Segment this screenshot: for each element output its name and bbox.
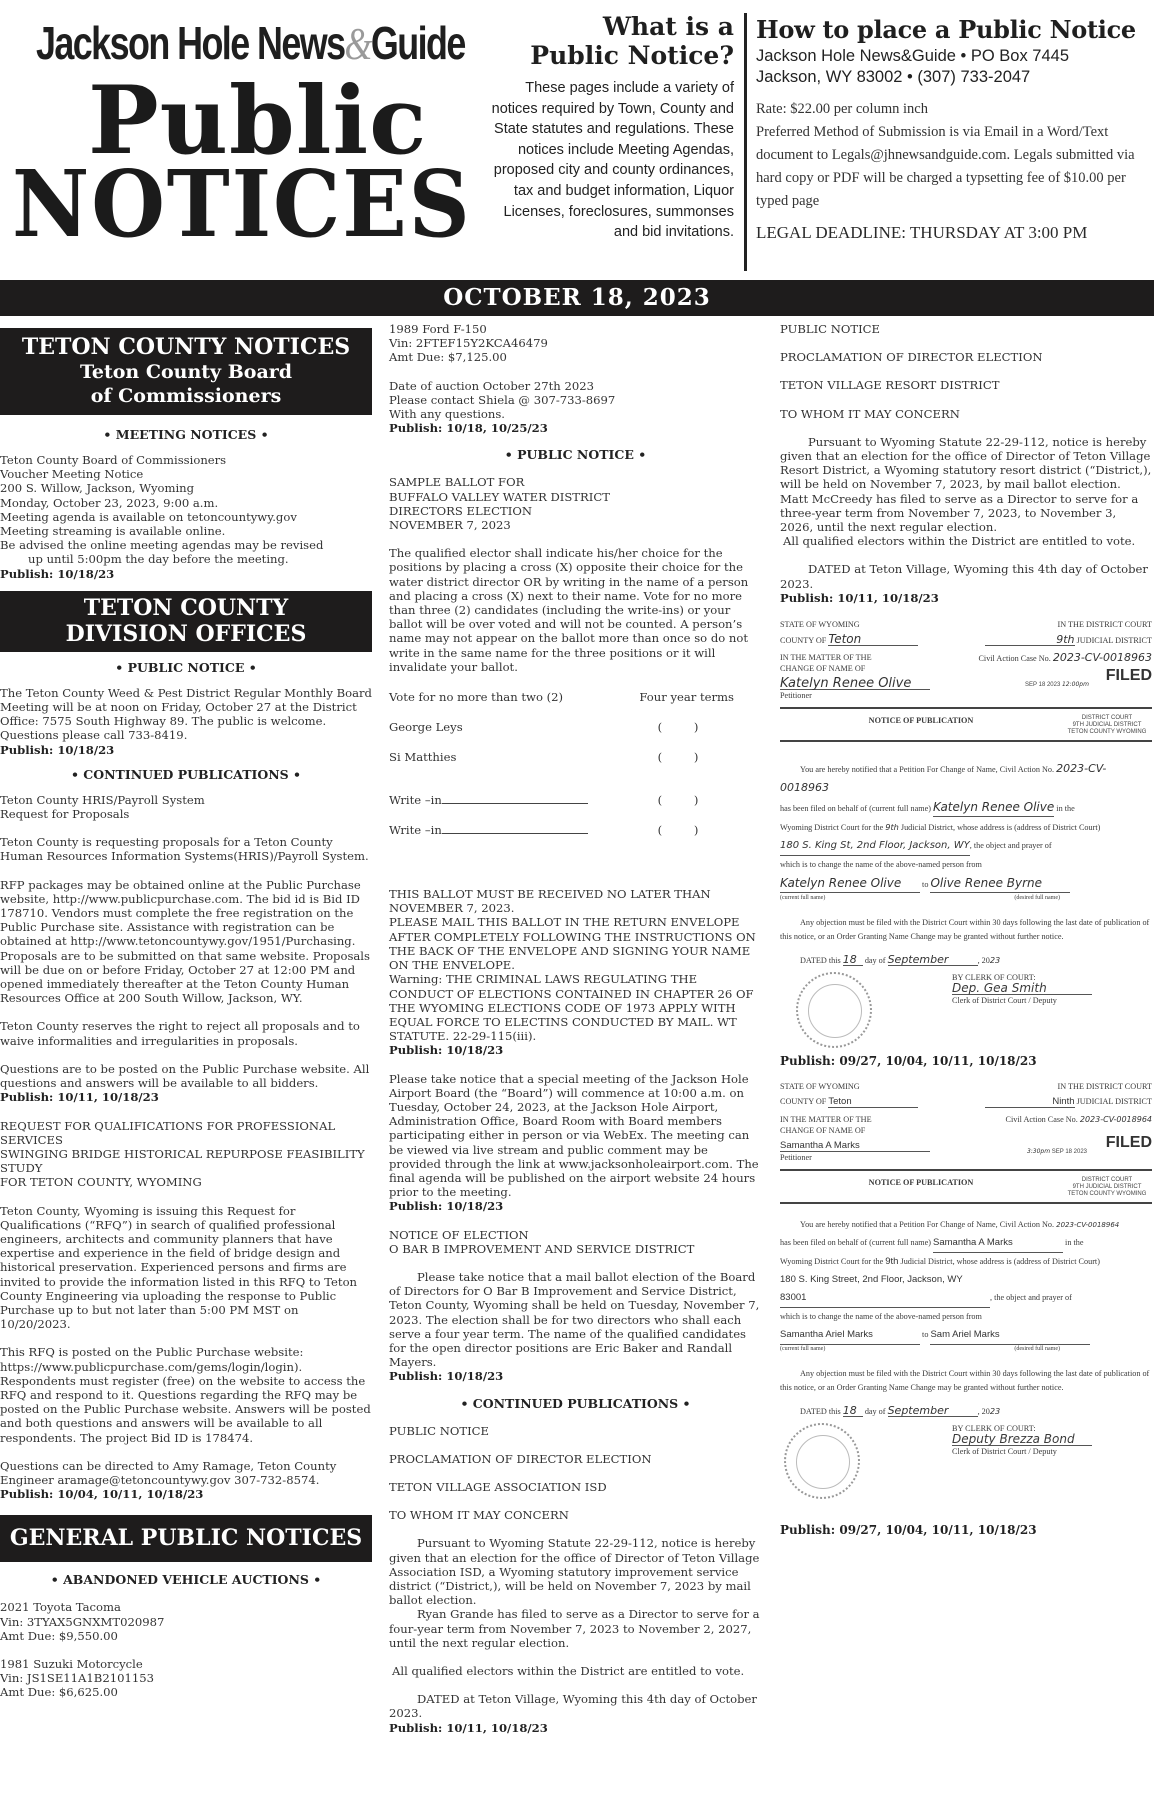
filed-time: 12:00pm xyxy=(1061,681,1089,689)
ballot-checkbox: ( ) xyxy=(657,792,713,807)
header-line: TETON COUNTY xyxy=(83,594,289,621)
newspaper-logo xyxy=(36,16,465,70)
form-body xyxy=(780,760,1152,902)
clerk-signature: Deputy Brezza Bond xyxy=(952,1434,1092,1446)
state-label: STATE OF WYOMING xyxy=(780,1082,860,1092)
notice-paragraph: Teton County is requesting proposals for a Teton County Human Resources Information Systems(HRIS)/Payroll System. xyxy=(0,835,369,864)
form-text: , 20 xyxy=(977,1407,990,1417)
district-ordinal: 9th xyxy=(885,822,899,833)
county-value: Teton xyxy=(828,1096,918,1108)
notice-title: PROCLAMATION OF DIRECTOR ELECTION xyxy=(780,350,1043,365)
ballot-writein-row xyxy=(389,823,762,837)
obarb-election-notice xyxy=(389,1228,762,1384)
vehicle-listing xyxy=(389,322,762,365)
notice-title: TO WHOM IT MAY CONCERN xyxy=(389,1508,569,1523)
signature-row xyxy=(780,972,1152,1048)
dated-line xyxy=(780,1405,1152,1417)
section-title-notices: NOTICES xyxy=(12,150,472,258)
auction-date: Date of auction October 27th 2023 xyxy=(389,378,594,393)
notice-title: Teton County HRIS/Payroll System xyxy=(0,792,205,807)
vehicle-name: 1989 Ford F-150 xyxy=(389,322,487,336)
stamp-line: 9TH JUDICIAL DISTRICT xyxy=(1072,722,1142,729)
column-3 xyxy=(780,316,1152,1536)
case-label: Civil Action Case No. xyxy=(978,654,1051,664)
clerk-signature-block xyxy=(952,972,1112,1048)
notice-title: SWINGING BRIDGE HISTORICAL REPURPOSE FEASIBILITY STUDY xyxy=(0,1146,365,1176)
weed-pest-notice: The Teton County Weed & Pest District Regular Monthly Board Meeting will be at noon on Friday, October 27 at the District Office: 7575 South Highway 89. The public is welcome. Questions please call 733-8419. xyxy=(0,685,372,743)
notice-line: Be advised the online meeting agendas may be revised xyxy=(0,538,324,553)
form-text: to xyxy=(922,1330,929,1340)
ballot-title: DIRECTORS ELECTION xyxy=(389,503,532,518)
action-number: 2023-CV-0018963 xyxy=(780,762,1107,795)
form-text: DATED this xyxy=(800,1407,841,1417)
teton-village-association-notice xyxy=(389,1424,762,1735)
continued-publications-label: • CONTINUED PUBLICATIONS • xyxy=(460,1395,691,1411)
ballot-candidate-row xyxy=(389,750,762,764)
form-text: , the object and prayer of xyxy=(990,1293,1072,1303)
court-seal-icon xyxy=(784,1423,860,1499)
vehicle-amount-due: Amt Due: $9,550.00 xyxy=(0,1628,118,1643)
notice-line: Meeting streaming is available online. xyxy=(0,524,226,539)
form-text: Wyoming District Court for the xyxy=(780,1257,884,1267)
publish-dates: Publish: 10/18/23 xyxy=(389,1199,504,1214)
masthead xyxy=(0,0,1154,280)
notice-paragraph: Teton County reserves the right to reject all proposals and to waive informalities and irregularities in proposals. xyxy=(0,1019,360,1048)
dated-day: 18 xyxy=(843,954,863,966)
contact-address-line2: Jackson, WY 83002 • (307) 733-2047 xyxy=(756,68,1031,86)
court-label: IN THE DISTRICT COURT xyxy=(1057,620,1152,630)
case-label: Civil Action Case No. xyxy=(1005,1115,1078,1125)
filed-date: SEP 18 2023 xyxy=(1025,682,1061,689)
notice-paragraph: Pursuant to Wyoming Statute 22-29-112, notice is hereby given that an election for the office of Director of Teton Village Association ISD, a Wyoming statutory improvement service district (“District,), will be held on November 7, 2023 by mail ballot election. xyxy=(389,1536,760,1608)
publish-dates: Publish: 09/27, 10/04, 10/11, 10/18/23 xyxy=(780,1523,1037,1538)
form-text: has been filed on behalf of (current full name) xyxy=(780,1238,931,1248)
issue-date-banner: OCTOBER 18, 2023 xyxy=(0,280,1154,316)
masthead-divider xyxy=(744,13,747,271)
notice-line: up until 5:00pm the day before the meeting. xyxy=(28,552,289,567)
logo-ampersand: & xyxy=(344,18,371,69)
what-is-public-notice-box xyxy=(490,12,734,243)
hris-rfp-notice xyxy=(0,793,372,1105)
form-text: , 20 xyxy=(977,956,990,966)
ballot-writein-row xyxy=(389,793,762,807)
district-number: Ninth xyxy=(985,1096,1075,1108)
notice-paragraph: All qualified electors within the District are entitled to vote. xyxy=(392,1664,745,1679)
vehicle-vin: Vin: 2FTEF15Y2KCA46479 xyxy=(389,336,548,351)
form-caption-left xyxy=(780,1081,950,1163)
form-caption-right xyxy=(962,619,1152,701)
notice-line: Voucher Meeting Notice xyxy=(0,467,144,482)
publish-dates: Publish: 09/27, 10/04, 10/11, 10/18/23 xyxy=(780,1054,1037,1069)
notice-paragraph: DATED at Teton Village, Wyoming this 4th day of October 2023. xyxy=(780,562,1148,591)
clerk-signature: Dep. Gea Smith xyxy=(952,983,1092,995)
filed-stamp: FILED xyxy=(1105,667,1152,685)
notice-title: FOR TETON COUNTY, WYOMING xyxy=(0,1175,202,1190)
county-label: COUNTY OF xyxy=(780,636,827,646)
division-offices-header xyxy=(0,591,372,652)
contact-address-line1: Jackson Hole News&Guide • PO Box 7445 xyxy=(756,47,1070,65)
continued-publications-label: • CONTINUED PUBLICATIONS • xyxy=(70,766,302,782)
auction-note: With any questions. xyxy=(389,407,505,422)
form-text: which is to change the name of the above-named person from xyxy=(780,1312,982,1322)
form-caption: (current full name) xyxy=(780,1346,826,1353)
form-text: which is to change the name of the above-named person from xyxy=(780,860,982,870)
airport-board-notice: Please take notice that a special meeting of the Jackson Hole Airport Board (the “Board”) will commence at 10:00 a.m. on Tuesday, October 24, 2023, at the Jackson Hole Airport, Administration Office, Board Room with Board members participating either in person or via WebEx. The meeting can be viewed via live stream and public comment may be provided through the link at www.jacksonholeairport.com. The final agenda will be published on the airport website 24 hours prior to the meeting. xyxy=(389,1071,759,1200)
court-stamp xyxy=(1062,1177,1152,1198)
ballot-title: NOVEMBER 7, 2023 xyxy=(389,518,511,533)
dated-day: 18 xyxy=(843,1405,863,1417)
notice-line: Teton County Board of Commissioners xyxy=(0,453,227,467)
form-header-row xyxy=(780,619,1152,701)
section-title-public: Public xyxy=(88,66,428,176)
judicial-label: JUDICIAL DISTRICT xyxy=(1076,1097,1152,1107)
court-address: 180 S. King St, 2nd Floor, Jackson, WY xyxy=(780,837,970,856)
ballot-deadline: THIS BALLOT MUST BE RECEIVED NO LATER THAN NOVEMBER 7, 2023. xyxy=(389,887,711,916)
petitioner-name: Samantha A Marks xyxy=(780,1140,930,1152)
county-value: Teton xyxy=(828,634,918,646)
court-address: 180 S. King Street, 2nd Floor, Jackson, WY 83001 xyxy=(780,1271,990,1308)
column-2 xyxy=(389,316,762,1735)
sample-ballot-notice xyxy=(389,475,762,1057)
form-title-row xyxy=(780,1171,1152,1202)
meeting-notices-label: • MEETING NOTICES • xyxy=(103,427,269,442)
header-line: DIVISION OFFICES xyxy=(65,620,307,647)
filed-time: 3:30pm xyxy=(1026,1148,1051,1156)
notice-title: TETON VILLAGE RESORT DISTRICT xyxy=(780,378,1000,393)
current-name: Samantha A Marks xyxy=(933,1234,1063,1253)
abandoned-vehicle-label: • ABANDONED VEHICLE AUCTIONS • xyxy=(50,1572,322,1588)
header-line: TETON COUNTY NOTICES xyxy=(21,334,351,360)
vehicle-amount-due: Amt Due: $7,125.00 xyxy=(389,350,507,365)
write-in-line xyxy=(442,823,588,834)
form-text: Judicial District, whose address is (address of District Court) xyxy=(900,1257,1100,1267)
form-text: in the xyxy=(1065,1238,1084,1248)
ballot-title: BUFFALO VALLEY WATER DISTRICT xyxy=(389,489,610,504)
publish-dates: Publish: 10/11, 10/18/23 xyxy=(389,1720,548,1735)
form-header-row xyxy=(780,1081,1152,1163)
form-text: DATED this xyxy=(800,956,841,966)
filed-stamp: FILED xyxy=(1105,1134,1152,1152)
publish-dates: Publish: 10/11, 10/18/23 xyxy=(0,1090,159,1105)
general-public-notices-header xyxy=(0,1515,372,1562)
dated-line xyxy=(780,954,1152,966)
auction-info xyxy=(389,379,762,436)
form-text: , the object and prayer of xyxy=(969,841,1052,851)
notice-paragraph: This RFQ is posted on the Public Purchase website: https://www.publicpurchase.com/gems/login/login). Respondents must register (free) on the website to access the RFQ and respond to it. Questions regarding the RFQ may be posted on the Public Purchase website. Answers will be posted and both questions and answers will be available to all respondents. The project Bid ID is 178474. xyxy=(0,1345,371,1445)
form-caption: (desired full name) xyxy=(1014,1346,1060,1353)
form-text: Clerk of District Court / Deputy xyxy=(952,1447,1057,1457)
teton-county-notices-header xyxy=(0,328,372,415)
state-label: STATE OF WYOMING xyxy=(780,620,860,630)
stamp-line: TETON COUNTY WYOMING xyxy=(1067,729,1147,736)
rate-text: Rate: $22.00 per column inch xyxy=(756,101,928,117)
form-text: in the xyxy=(1056,804,1075,814)
notice-title: REQUEST FOR QUALIFICATIONS FOR PROFESSIONAL SERVICES xyxy=(0,1118,336,1147)
ballot-checkbox: ( ) xyxy=(657,750,713,765)
dated-month: September xyxy=(888,1405,978,1417)
notice-paragraph: Ryan Grande has filed to serve as a Director to serve for a four-year term from November 7, 2023 to November 2, 2027, until the next regular election. xyxy=(389,1607,760,1650)
publish-dates: Publish: 10/18/23 xyxy=(0,742,115,757)
form-divider xyxy=(780,740,1152,742)
auction-contact: Please contact Shiela @ 307-733-8697 xyxy=(389,392,616,407)
what-is-heading-line2: Public Notice? xyxy=(530,41,734,70)
name-change-notice-olive xyxy=(780,619,1152,1067)
signature-row xyxy=(780,1423,1152,1499)
district-ordinal: 9th xyxy=(885,1256,899,1268)
form-body xyxy=(780,1216,1152,1353)
header-subline: of Commissioners xyxy=(90,385,282,407)
publish-dates: Publish: 10/04, 10/11, 10/18/23 xyxy=(0,1487,204,1502)
notice-paragraph: Matt McCreedy has filed to serve as a Director to serve for a three-year term from November 7, 2023, to November 3, 2026, until the next regular election. xyxy=(780,491,1139,535)
objection-text: Any objection must be filed with the District Court within 30 days following the last date of publication of this notice, or an Order Granting Name Change may be granted without further notice. xyxy=(780,1369,1150,1393)
publish-dates: Publish: 10/18/23 xyxy=(389,1369,504,1384)
logo-text-right: Guide xyxy=(370,17,465,69)
vehicle-listing xyxy=(0,1657,372,1700)
petitioner-label: Petitioner xyxy=(780,1153,812,1163)
vehicle-amount-due: Amt Due: $6,625.00 xyxy=(0,1685,118,1700)
what-is-heading-line1: What is a xyxy=(602,12,734,41)
vehicle-name: 2021 Toyota Tacoma xyxy=(0,1600,121,1615)
notice-title: TETON VILLAGE ASSOCIATION ISD xyxy=(389,1479,607,1494)
judicial-label: JUDICIAL DISTRICT xyxy=(1076,636,1152,646)
form-text: to xyxy=(922,880,929,890)
form-text: day of xyxy=(864,1407,886,1417)
dated-year: 23 xyxy=(989,1406,1001,1417)
form-caption: (current full name) xyxy=(780,895,826,902)
petitioner-name: Katelyn Renee Olive xyxy=(780,678,930,690)
term-label: Four year terms xyxy=(639,690,734,705)
logo-text-left: Jackson Hole News xyxy=(36,17,345,69)
court-stamp xyxy=(1062,715,1152,736)
notice-paragraph: Questions are to be posted on the Public Purchase website. All questions and answers will be available to all bidders. xyxy=(0,1061,370,1091)
candidate-name: Si Matthies xyxy=(389,750,457,765)
notice-line: 200 S. Willow, Jackson, Wyoming xyxy=(0,481,195,496)
how-to-heading: How to place a Public Notice xyxy=(756,15,1136,44)
notice-title: PUBLIC NOTICE xyxy=(389,1423,490,1438)
ballot-title: SAMPLE BALLOT FOR xyxy=(389,475,525,490)
matter-label: IN THE MATTER OF THE xyxy=(780,1115,872,1125)
county-label: COUNTY OF xyxy=(780,1097,827,1107)
ballot-checkbox: ( ) xyxy=(657,720,713,735)
to-name: Olive Renee Byrne xyxy=(930,874,1070,893)
dated-year: 23 xyxy=(989,955,1001,966)
vote-limit-label: Vote for no more than two (2) xyxy=(389,690,564,705)
ballot-mail-instructions: PLEASE MAIL THIS BALLOT IN THE RETURN ENVELOPE AFTER COMPLETELY FOLLOWING THE INSTRUCTIONS ON THE BACK OF THE ENVELOPE AND SIGNING YOUR NAME ON THE ENVELOPE. xyxy=(389,915,756,973)
form-text: You are hereby notified that a Petition For Change of Name, Civil Action No. xyxy=(800,1220,1055,1230)
publish-dates: Publish: 10/18/23 xyxy=(0,566,115,581)
publish-dates: Publish: 10/11, 10/18/23 xyxy=(780,590,939,605)
vehicle-vin: Vin: JS1SE11A1B2101153 xyxy=(0,1671,154,1686)
notice-paragraph: Pursuant to Wyoming Statute 22-29-112, notice is hereby given that an election for the office of Director of Teton Village Resort District, a Wyoming statutory resort district (“District,), will be held on November 7, 2023, by mail ballot election. xyxy=(780,434,1152,492)
notice-title: TO WHOM IT MAY CONCERN xyxy=(780,406,960,421)
how-to-place-notice-box xyxy=(756,14,1151,243)
notice-line: Meeting agenda is available on tetoncountywy.gov xyxy=(0,509,297,524)
form-divider xyxy=(780,1202,1152,1204)
publish-dates: Publish: 10/18, 10/25/23 xyxy=(389,421,548,436)
form-text: Clerk of District Court / Deputy xyxy=(952,996,1057,1006)
form-text: has been filed on behalf of (current full name) xyxy=(780,804,931,814)
notice-line: Monday, October 23, 2023, 9:00 a.m. xyxy=(0,495,219,510)
teton-village-resort-notice xyxy=(780,322,1152,605)
notice-of-publication-title: NOTICE OF PUBLICATION xyxy=(868,1178,974,1188)
petitioner-label: Petitioner xyxy=(780,691,812,701)
notice-paragraph: DATED at Teton Village, Wyoming this 4th day of October 2023. xyxy=(389,1692,757,1721)
what-is-heading xyxy=(490,12,734,70)
public-notice-label: • PUBLIC NOTICE • xyxy=(115,659,257,675)
swinging-bridge-rfq-notice xyxy=(0,1119,372,1502)
form-text: Wyoming District Court for the xyxy=(780,823,884,833)
notice-title: PROCLAMATION OF DIRECTOR ELECTION xyxy=(389,1451,652,1466)
publish-dates: Publish: 10/18/23 xyxy=(389,1043,504,1058)
ballot-checkbox: ( ) xyxy=(657,822,713,837)
header-line: GENERAL PUBLIC NOTICES xyxy=(9,1525,363,1552)
clerk-signature-block xyxy=(952,1423,1112,1499)
case-number: 2023-CV-0018963 xyxy=(1052,651,1152,665)
form-caption-left xyxy=(780,619,950,701)
vehicle-vin: Vin: 3TYAX5GNXMT020987 xyxy=(0,1614,165,1629)
write-in-line xyxy=(442,793,588,804)
notice-title: NOTICE OF ELECTION xyxy=(389,1227,529,1242)
court-seal-icon xyxy=(796,972,872,1048)
stamp-line: DISTRICT COURT xyxy=(1081,715,1133,722)
form-text: Judicial District, whose address is (address of District Court) xyxy=(900,823,1101,833)
matter-label: CHANGE OF NAME OF xyxy=(780,1126,866,1136)
notice-of-publication-title: NOTICE OF PUBLICATION xyxy=(868,716,974,726)
notice-paragraph: Teton County, Wyoming is issuing this Request for Qualifications (“RFQ”) in search of qualified professional engineers, architects and community planners that have expertise and experience in the field of bridge design and historical preservation. Experienced persons and firms are invited to provide the information listed in this RFQ to Teton County Engineering via uploading the response to Public Purchase up to but not later than 5:00 PM MST on 10/20/2023. xyxy=(0,1203,358,1332)
notice-paragraph: Questions can be directed to Amy Ramage, Teton County Engineer aramage@tetoncountywy.gov 307-732-8574. xyxy=(0,1458,337,1487)
objection-text: Any objection must be filed with the District Court within 30 days following the last date of publication of this notice, or an Order Granting Name Change may be granted without further notice. xyxy=(780,918,1150,942)
dated-month: September xyxy=(888,954,978,966)
court-label: IN THE DISTRICT COURT xyxy=(1057,1082,1152,1092)
matter-label: CHANGE OF NAME OF xyxy=(780,664,866,674)
form-title-row xyxy=(780,709,1152,740)
form-text: You are hereby notified that a Petition For Change of Name, Civil Action No. xyxy=(800,765,1055,775)
form-caption-right xyxy=(962,1081,1152,1163)
public-notice-label: • PUBLIC NOTICE • xyxy=(504,447,647,463)
write-in-label: Write –in xyxy=(389,792,442,807)
ballot-instructions: The qualified elector shall indicate his/her choice for the positions by placing a cross (X) opposite their choice for the water district director OR by writing in the name of a person and placing a cross (X) next to their name. Vote for no more than three (2) candidates (including the write-ins) or your ballot will be over voted and will not be counted. A person’s name may not appear on the ballot more than once so do not write in the same name for the three positions or it will invalidate your ballot. xyxy=(389,546,749,674)
vehicle-name: 1981 Suzuki Motorcycle xyxy=(0,1656,143,1671)
form-text: day of xyxy=(864,956,886,966)
what-is-body: These pages include a variety of notices required by Town, County and State statutes and regulations. These notices include Meeting Agendas, proposed city and county ordinances, tax and budget information, Liquor Licenses, foreclosures, summonses and bid invitations. xyxy=(491,80,734,241)
vehicle-listing xyxy=(0,1600,372,1643)
notice-title: PUBLIC NOTICE xyxy=(780,322,881,336)
name-change-notice-marks xyxy=(780,1081,1152,1536)
write-in-label: Write –in xyxy=(389,822,442,837)
voucher-meeting-notice xyxy=(0,453,372,581)
legal-deadline: LEGAL DEADLINE: THURSDAY AT 3:00 PM xyxy=(756,223,1088,242)
action-number: 2023-CV-0018964 xyxy=(1056,1221,1120,1230)
submission-text: Preferred Method of Submission is via Email in a Word/Text document to Legals@jhnewsandguide.com. Legals submitted via hard copy or PDF will be charged a typsetting fee of $10.00 per typed page xyxy=(756,124,1135,209)
notice-title: O BAR B IMPROVEMENT AND SERVICE DISTRICT xyxy=(389,1241,695,1256)
candidate-name: George Leys xyxy=(389,720,463,735)
column-1 xyxy=(0,316,372,1700)
matter-label: IN THE MATTER OF THE xyxy=(780,653,872,663)
from-name: Katelyn Renee Olive xyxy=(780,874,920,893)
from-name: Samantha Ariel Marks xyxy=(780,1326,920,1345)
notice-paragraph: RFP packages may be obtained online at the Public Purchase website, http://www.publicpurchase.com. The bid id is Bid ID 178710. Vendors must complete the free registration on the Public Purchase site. Assistance with registration can be obtained at http://www.tetoncountywy.gov/1951/Purchasing. Proposals are to be submitted on that same website. Proposals will be due on or before Friday, October 27 at 12:00 PM and opened immediately thereafter at the Teton County Human Resources Office at 200 South Willow, Jackson, WY. xyxy=(0,877,370,1006)
notice-paragraph: All qualified electors within the District are entitled to vote. xyxy=(783,534,1136,549)
header-subline: Teton County Board xyxy=(79,361,293,383)
ballot-header-row xyxy=(389,690,762,704)
current-name: Katelyn Renee Olive xyxy=(933,798,1054,817)
ballot-warning: Warning: THE CRIMINAL LAWS REGULATING THE CONDUCT OF ELECTIONS CONTAINED IN CHAPTER 26 OF THE WYOMING ELECTIONS CODE OF 1973 APPLY WITH EQUAL FORCE TO ELECTINS CONDUCTED BY MAIL. WT STATUTE. 22-29-115(iii). xyxy=(389,972,754,1044)
notice-title: Request for Proposals xyxy=(0,807,130,822)
to-name: Sam Ariel Marks xyxy=(930,1326,1090,1345)
form-caption: (desired full name) xyxy=(1014,895,1060,902)
notice-paragraph: Please take notice that a mail ballot election of the Board of Directors for O Bar B Improvement and Service District, Teton County, Wyoming shall be held on Tuesday, November 7, 2023. The election shall be for two directors who shall each serve a four year term. The name of the qualified candidates for the open director positions are Eric Baker and Randall Mayers. xyxy=(389,1269,760,1370)
ballot-candidate-row xyxy=(389,720,762,734)
stamp-line: DISTRICT COURT xyxy=(1081,1177,1133,1184)
case-number: 2023-CV-0018964 xyxy=(1079,1115,1152,1125)
stamp-line: 9TH JUDICIAL DISTRICT xyxy=(1072,1184,1142,1191)
form-text: BY CLERK OF COURT: xyxy=(952,1424,1036,1434)
form-text: BY CLERK OF COURT: xyxy=(952,973,1036,983)
filed-date: SEP 18 2023 xyxy=(1051,1149,1088,1156)
district-number: 9th xyxy=(985,634,1075,646)
stamp-line: TETON COUNTY WYOMING xyxy=(1067,1191,1147,1198)
